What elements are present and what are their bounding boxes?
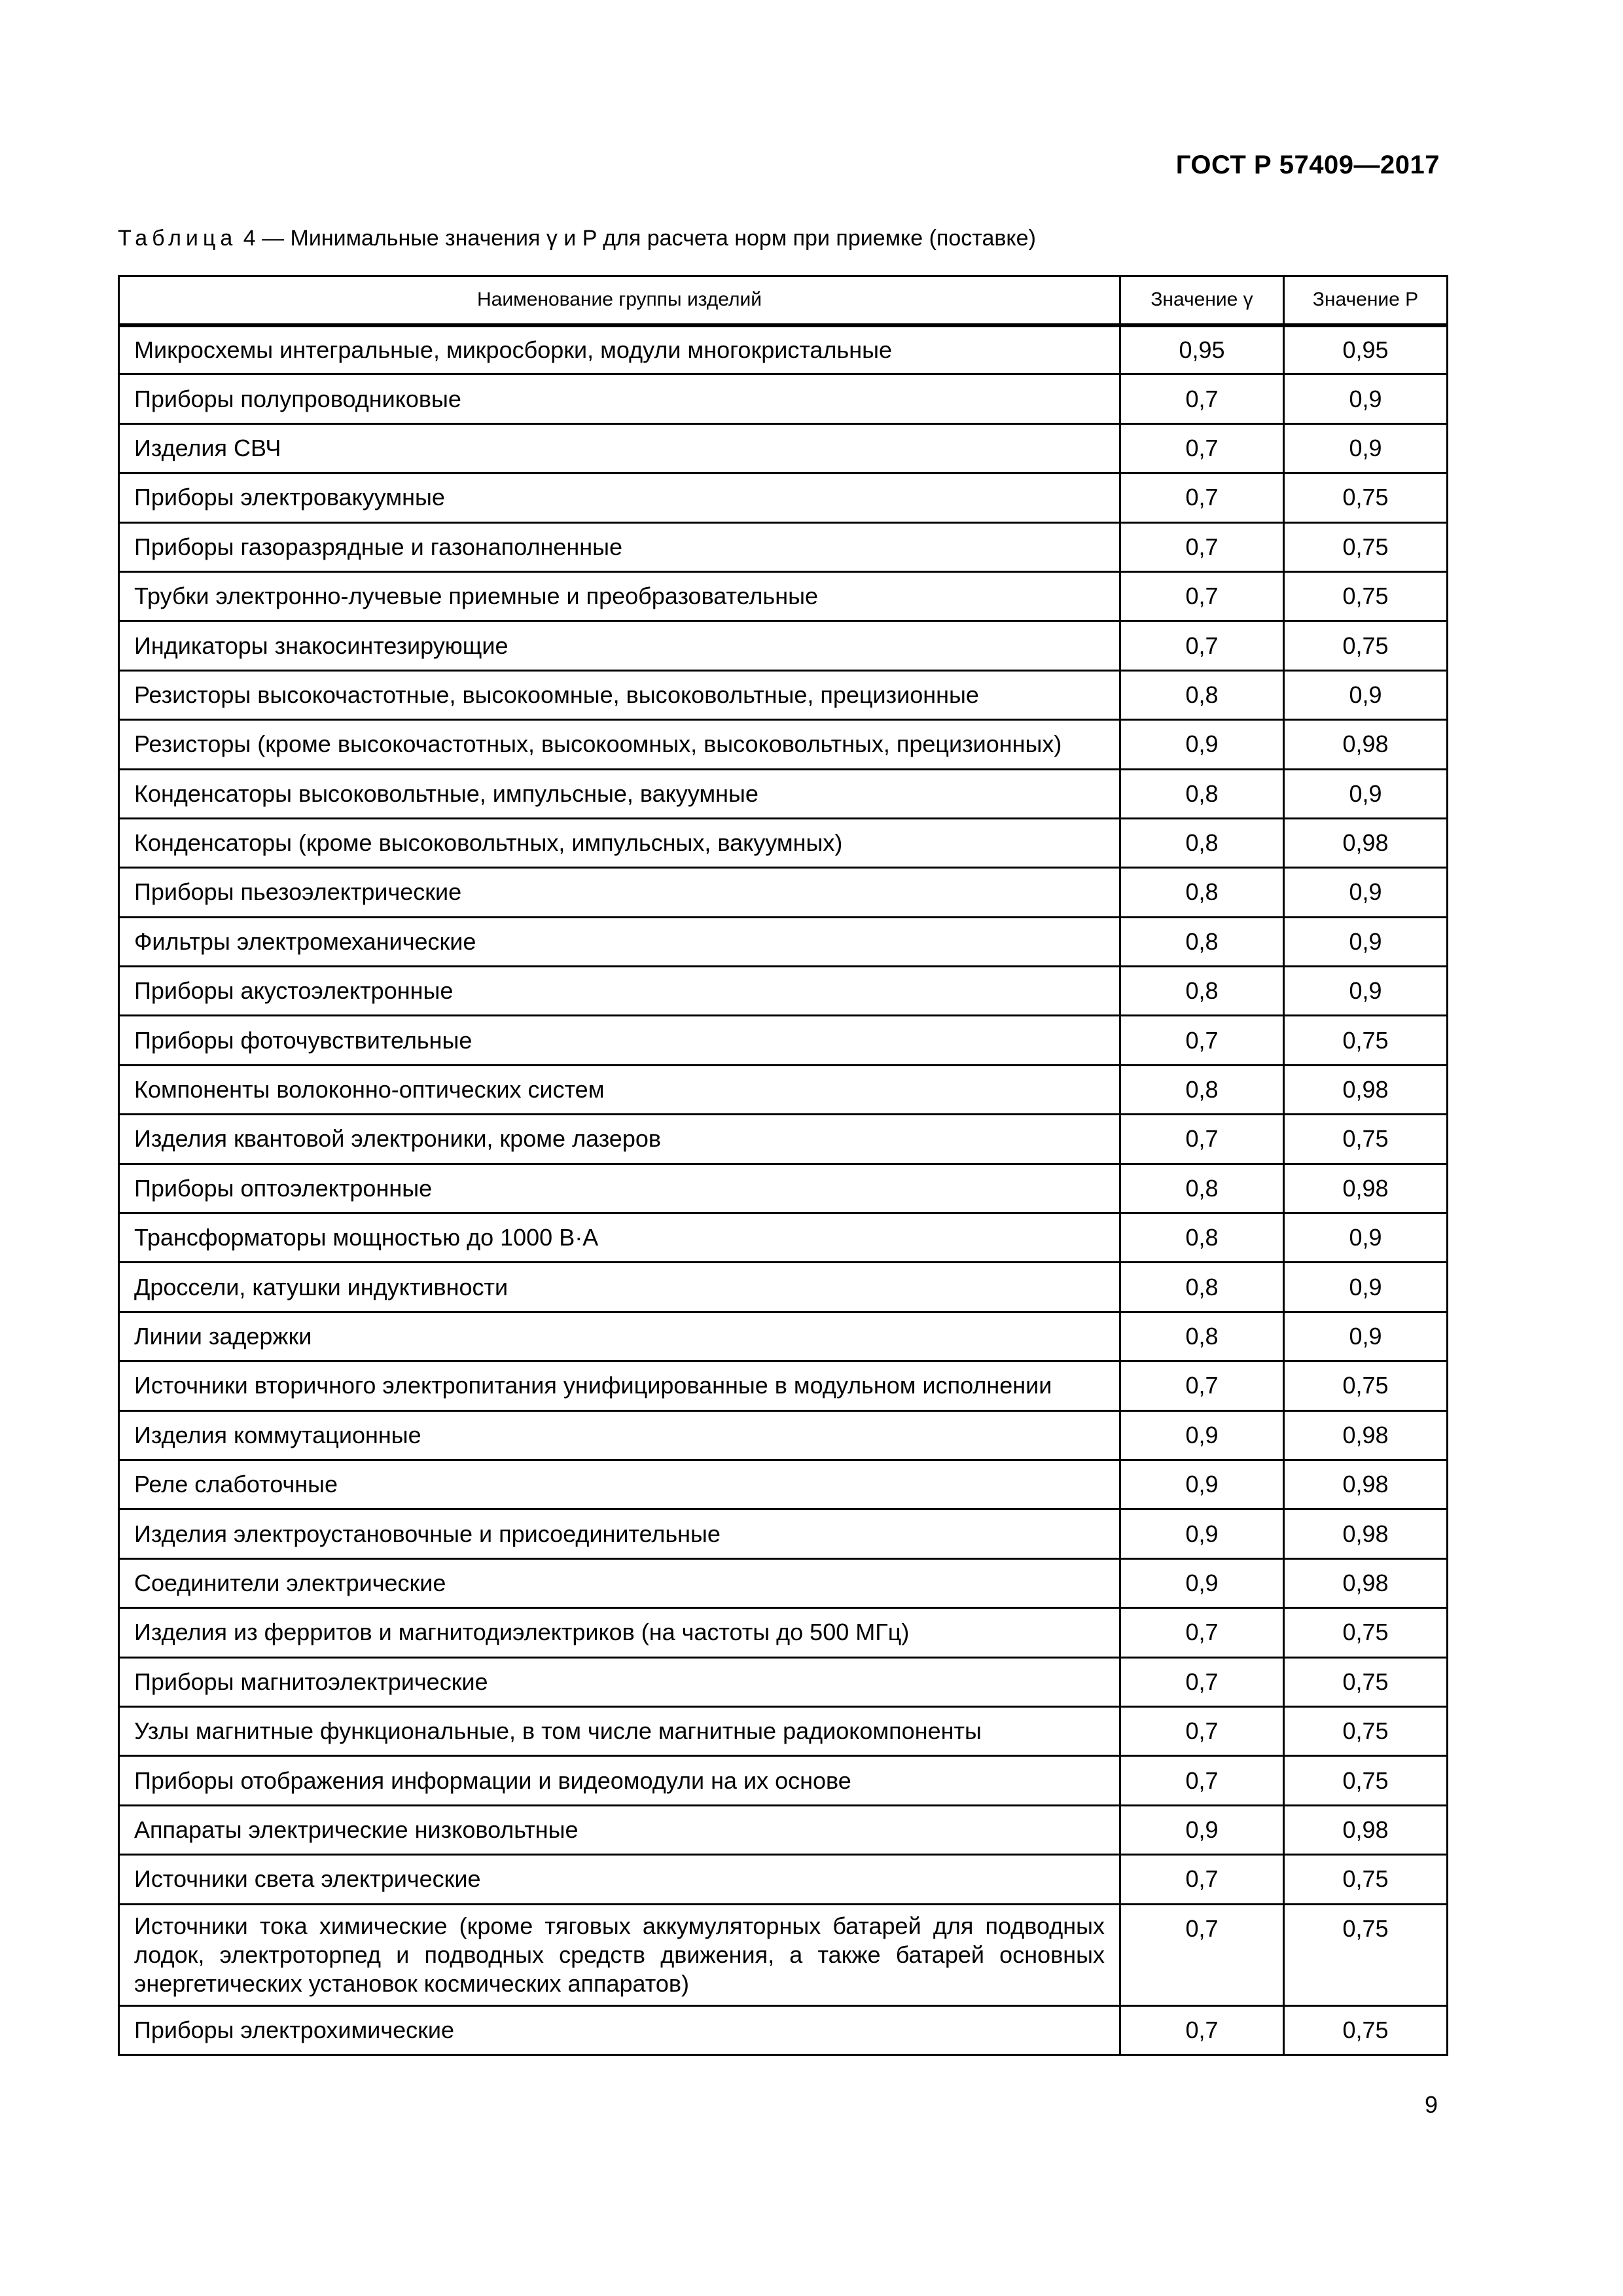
gamma-value-cell: 0,9: [1120, 1558, 1284, 1607]
product-group-name-cell: Аппараты электрические низковольтные: [119, 1805, 1120, 1854]
table-row: [119, 967, 1448, 1016]
table-body: [119, 325, 1448, 2055]
p-value-cell: 0,9: [1284, 423, 1448, 473]
product-group-name-cell: Изделия из ферритов и магнитодиэлектриков (на частоты до 500 МГц): [119, 1608, 1120, 1657]
column-header-name: Наименование группы изделий: [119, 276, 1120, 325]
product-group-name-cell: Конденсаторы высоковольтные, импульсные, вакуумные: [119, 769, 1120, 818]
gamma-value-cell: 0,8: [1120, 1213, 1284, 1263]
p-value-cell: 0,9: [1284, 374, 1448, 423]
column-header-p: Значение P: [1284, 276, 1448, 325]
product-group-name-cell: Приборы пьезоэлектрические: [119, 868, 1120, 917]
document-code: ГОСТ Р 57409—2017: [1175, 151, 1440, 179]
table-row: [119, 868, 1448, 917]
gamma-value-cell: 0,8: [1120, 769, 1284, 818]
product-group-name-cell: Изделия квантовой электроники, кроме лазеров: [119, 1115, 1120, 1164]
p-value-cell: 0,75: [1284, 2005, 1448, 2054]
p-value-cell: 0,98: [1284, 720, 1448, 769]
table-row: [119, 1558, 1448, 1607]
table-row: [119, 571, 1448, 620]
table-row: [119, 1361, 1448, 1410]
p-value-cell: 0,98: [1284, 1558, 1448, 1607]
table-row: [119, 1608, 1448, 1657]
product-group-name-cell: Реле слаботочные: [119, 1460, 1120, 1509]
gamma-value-cell: 0,8: [1120, 1263, 1284, 1312]
gamma-value-cell: 0,8: [1120, 670, 1284, 719]
gamma-value-cell: 0,7: [1120, 571, 1284, 620]
p-value-cell: 0,98: [1284, 1460, 1448, 1509]
table-row: [119, 818, 1448, 867]
table-row: [119, 1805, 1448, 1854]
p-value-cell: 0,98: [1284, 818, 1448, 867]
table-row: [119, 917, 1448, 966]
p-value-cell: 0,75: [1284, 1706, 1448, 1755]
table-row: [119, 1016, 1448, 1065]
gamma-value-cell: 0,7: [1120, 423, 1284, 473]
p-value-cell: 0,9: [1284, 1312, 1448, 1361]
p-value-cell: 0,75: [1284, 621, 1448, 670]
gamma-value-cell: 0,8: [1120, 1312, 1284, 1361]
p-value-cell: 0,98: [1284, 1164, 1448, 1213]
p-value-cell: 0,9: [1284, 1213, 1448, 1263]
table-row: [119, 1756, 1448, 1805]
p-value-cell: 0,75: [1284, 1115, 1448, 1164]
gamma-value-cell: 0,7: [1120, 1016, 1284, 1065]
p-value-cell: 0,75: [1284, 1904, 1448, 2005]
product-group-name-cell: Дроссели, катушки индуктивности: [119, 1263, 1120, 1312]
table-row: [119, 1312, 1448, 1361]
p-value-cell: 0,75: [1284, 1657, 1448, 1706]
table-row: [119, 1164, 1448, 1213]
p-value-cell: 0,9: [1284, 1263, 1448, 1312]
gamma-value-cell: 0,7: [1120, 2005, 1284, 2054]
gamma-value-cell: 0,7: [1120, 522, 1284, 571]
p-value-cell: 0,9: [1284, 670, 1448, 719]
gamma-value-cell: 0,7: [1120, 1706, 1284, 1755]
product-group-name-cell: Соединители электрические: [119, 1558, 1120, 1607]
table-header-row: [119, 276, 1448, 325]
gamma-value-cell: 0,7: [1120, 621, 1284, 670]
gamma-value-cell: 0,8: [1120, 917, 1284, 966]
product-group-name-cell: Приборы акустоэлектронные: [119, 967, 1120, 1016]
column-header-gamma: Значение γ: [1120, 276, 1284, 325]
product-group-name-cell: Резисторы высокочастотные, высокоомные, высоковольтные, прецизионные: [119, 670, 1120, 719]
product-group-name-cell: Трансформаторы мощностью до 1000 В·А: [119, 1213, 1120, 1263]
table-row: [119, 621, 1448, 670]
product-group-name-cell: Компоненты волоконно-оптических систем: [119, 1065, 1120, 1114]
product-group-name-cell: Микросхемы интегральные, микросборки, модули многокристальные: [119, 325, 1120, 374]
product-group-name-cell: Приборы магнитоэлектрические: [119, 1657, 1120, 1706]
product-group-name-cell: Линии задержки: [119, 1312, 1120, 1361]
product-group-name-cell: Изделия коммутационные: [119, 1410, 1120, 1460]
table-row: [119, 325, 1448, 374]
product-group-name-cell: Приборы газоразрядные и газонаполненные: [119, 522, 1120, 571]
p-value-cell: 0,75: [1284, 473, 1448, 522]
table-row: [119, 1904, 1448, 2005]
p-value-cell: 0,75: [1284, 571, 1448, 620]
gamma-value-cell: 0,9: [1120, 1460, 1284, 1509]
table-row: [119, 1460, 1448, 1509]
p-value-cell: 0,98: [1284, 1509, 1448, 1558]
p-value-cell: 0,75: [1284, 1855, 1448, 1904]
product-group-name-cell: Приборы отображения информации и видеомодули на их основе: [119, 1756, 1120, 1805]
table-row: [119, 1509, 1448, 1558]
product-group-name-cell: Фильтры электромеханические: [119, 917, 1120, 966]
gamma-value-cell: 0,7: [1120, 1361, 1284, 1410]
p-value-cell: 0,75: [1284, 1608, 1448, 1657]
gamma-value-cell: 0,95: [1120, 325, 1284, 374]
product-group-name-cell: Изделия электроустановочные и присоединительные: [119, 1509, 1120, 1558]
table-caption-prefix: Таблица: [118, 226, 238, 251]
product-group-name-cell: Узлы магнитные функциональные, в том числе магнитные радиокомпоненты: [119, 1706, 1120, 1755]
p-value-cell: 0,98: [1284, 1065, 1448, 1114]
gamma-value-cell: 0,7: [1120, 1855, 1284, 1904]
gamma-value-cell: 0,9: [1120, 1410, 1284, 1460]
p-value-cell: 0,98: [1284, 1410, 1448, 1460]
product-group-name-cell: Источники вторичного электропитания унифицированные в модульном исполнении: [119, 1361, 1120, 1410]
p-value-cell: 0,75: [1284, 1361, 1448, 1410]
product-group-name-cell: Трубки электронно-лучевые приемные и преобразовательные: [119, 571, 1120, 620]
table-row: [119, 670, 1448, 719]
table-row: [119, 1855, 1448, 1904]
p-value-cell: 0,75: [1284, 1756, 1448, 1805]
p-value-cell: 0,75: [1284, 1016, 1448, 1065]
product-group-name-cell: Приборы фоточувствительные: [119, 1016, 1120, 1065]
table-row: [119, 769, 1448, 818]
gamma-value-cell: 0,9: [1120, 1805, 1284, 1854]
gamma-value-cell: 0,8: [1120, 1065, 1284, 1114]
product-group-name-cell: Источники тока химические (кроме тяговых аккумуляторных батарей для подводных лодок, электроторпед и подводных средств движения, а также батарей основных энергетических установок космических аппаратов): [119, 1904, 1120, 2005]
page-number: 9: [1424, 2091, 1438, 2118]
gamma-value-cell: 0,7: [1120, 1608, 1284, 1657]
gamma-value-cell: 0,8: [1120, 818, 1284, 867]
table-row: [119, 2005, 1448, 2054]
product-group-name-cell: Резисторы (кроме высокочастотных, высокоомных, высоковольтных, прецизионных): [119, 720, 1120, 769]
table-row: [119, 374, 1448, 423]
product-group-name-cell: Конденсаторы (кроме высоковольтных, импульсных, вакуумных): [119, 818, 1120, 867]
table-row: [119, 1657, 1448, 1706]
p-value-cell: 0,75: [1284, 522, 1448, 571]
gamma-value-cell: 0,7: [1120, 473, 1284, 522]
table-row: [119, 423, 1448, 473]
table-row: [119, 1213, 1448, 1263]
product-group-name-cell: Приборы оптоэлектронные: [119, 1164, 1120, 1213]
product-group-name-cell: Источники света электрические: [119, 1855, 1120, 1904]
values-table: [118, 275, 1448, 2056]
gamma-value-cell: 0,7: [1120, 1115, 1284, 1164]
gamma-value-cell: 0,7: [1120, 1657, 1284, 1706]
gamma-value-cell: 0,7: [1120, 1904, 1284, 2005]
product-group-name-cell: Приборы полупроводниковые: [119, 374, 1120, 423]
table-caption: [118, 226, 1036, 251]
table-row: [119, 1263, 1448, 1312]
p-value-cell: 0,9: [1284, 967, 1448, 1016]
table-row: [119, 1410, 1448, 1460]
gamma-value-cell: 0,7: [1120, 374, 1284, 423]
table-row: [119, 473, 1448, 522]
gamma-value-cell: 0,8: [1120, 868, 1284, 917]
table-row: [119, 522, 1448, 571]
p-value-cell: 0,98: [1284, 1805, 1448, 1854]
table-row: [119, 1115, 1448, 1164]
table-row: [119, 720, 1448, 769]
gamma-value-cell: 0,9: [1120, 720, 1284, 769]
p-value-cell: 0,9: [1284, 917, 1448, 966]
gamma-value-cell: 0,8: [1120, 967, 1284, 1016]
table-caption-text: 4 — Минимальные значения γ и P для расчета норм при приемке (поставке): [237, 226, 1036, 251]
table-row: [119, 1706, 1448, 1755]
product-group-name-cell: Приборы электровакуумные: [119, 473, 1120, 522]
gamma-value-cell: 0,9: [1120, 1509, 1284, 1558]
product-group-name-cell: Индикаторы знакосинтезирующие: [119, 621, 1120, 670]
gamma-value-cell: 0,8: [1120, 1164, 1284, 1213]
product-group-name-cell: Приборы электрохимические: [119, 2005, 1120, 2054]
table-row: [119, 1065, 1448, 1114]
p-value-cell: 0,9: [1284, 868, 1448, 917]
p-value-cell: 0,95: [1284, 325, 1448, 374]
product-group-name-cell: Изделия СВЧ: [119, 423, 1120, 473]
gamma-value-cell: 0,7: [1120, 1756, 1284, 1805]
p-value-cell: 0,9: [1284, 769, 1448, 818]
